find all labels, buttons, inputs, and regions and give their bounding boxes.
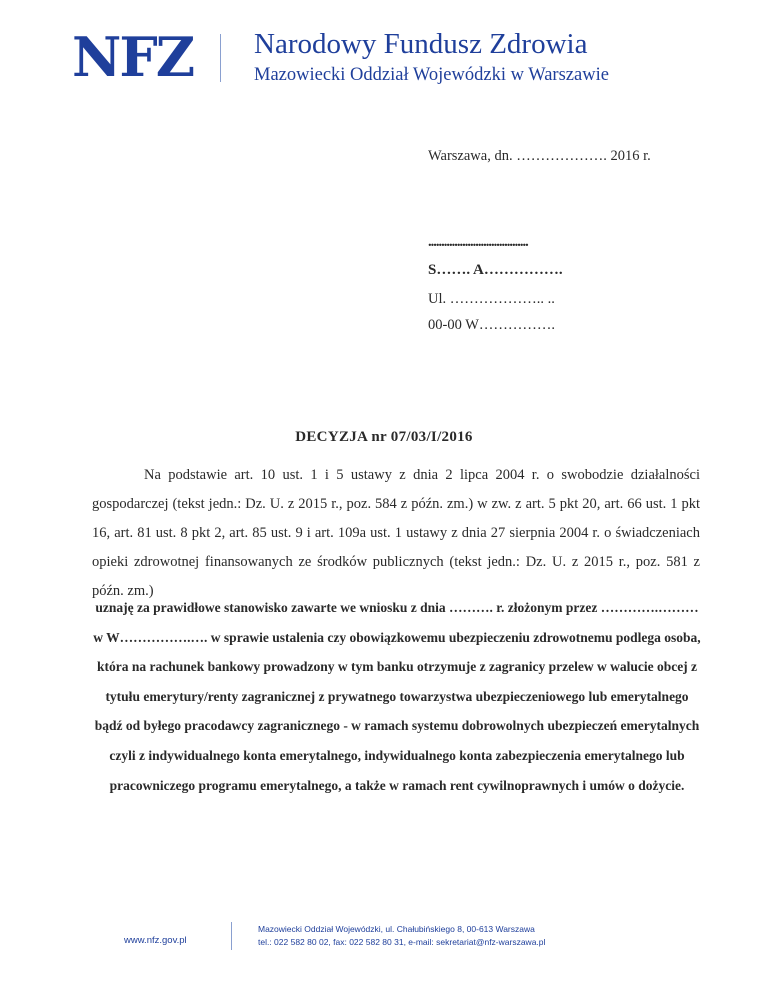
footer-divider — [231, 922, 232, 950]
legal-basis-text: Na podstawie art. 10 ust. 1 i 5 ustawy z dnia 2 lipca 2004 r. o swobodzie działalności gospodarczej (tekst jedn.: Dz. U. z 2015 r., poz. 584 z późn. zm.) w zw. z art. 5 pkt 20, art. 66 ust. 1 pkt 16, art. 81 ust. 8 pkt 2, art. 85 ust. 9 i art. 109a ust. 1 ustawy z dnia 27 sierpnia 2004 r. o świadczeniach opieki zdrowotnej finansowanych ze środków publicznych (tekst jedn.: Dz. U. z 2015 r., poz. 581 z późn. zm.) — [92, 467, 700, 599]
place-date-line: Warszawa, dn. ………………. 2016 r. — [428, 148, 651, 164]
header-divider — [220, 34, 221, 82]
addressee-street: Ul. ……………….. .. — [428, 291, 555, 307]
footer-contact: tel.: 022 582 80 02, fax: 022 582 80 31, e-mail: sekretariat@nfz-warszawa.pl — [258, 937, 546, 947]
addressee-dots: ...................................... — [428, 234, 528, 250]
organization-name: Narodowy Fundusz Zdrowia — [254, 28, 588, 60]
legal-basis-paragraph — [92, 461, 700, 606]
footer-address: Mazowiecki Oddział Wojewódzki, ul. Chałubińskiego 8, 00-613 Warszawa — [258, 924, 535, 934]
addressee-city: 00-00 W……………. — [428, 317, 556, 333]
decision-statement: uznaję za prawidłowe stanowisko zawarte we wniosku z dnia ………. r. złożonym przez ………….……… w W…………….…. w sprawie ustalenia czy obowiązkowemu ubezpieczeniu zdrowotnemu podlega osoba, która na rachunek bankowy prowadzony w tym banku otrzymuje z zagranicy przelew w walucie obcej z tytułu emerytury/renty zagranicznej z prywatnego towarzystwa ubezpieczeniowego lub emerytalnego bądź od byłego pracodawcy zagranicznego - w ramach systemu dobrowolnych ubezpieczeń emerytalnych czyli z indywidualnego konta emerytalnego, indywidualnego konta zabezpieczenia emerytalnego lub pracowniczego programu emerytalnego, a także w ramach rent cywilnoprawnych i umów o dożycie. — [93, 600, 701, 793]
nfz-logo: NFZ — [72, 25, 194, 89]
addressee-name: S……. A……………. — [428, 262, 563, 278]
decision-title: DECYZJA nr 07/03/I/2016 — [295, 429, 473, 445]
footer-website: www.nfz.gov.pl — [124, 935, 187, 946]
organization-branch: Mazowiecki Oddział Wojewódzki w Warszawie — [254, 65, 609, 85]
